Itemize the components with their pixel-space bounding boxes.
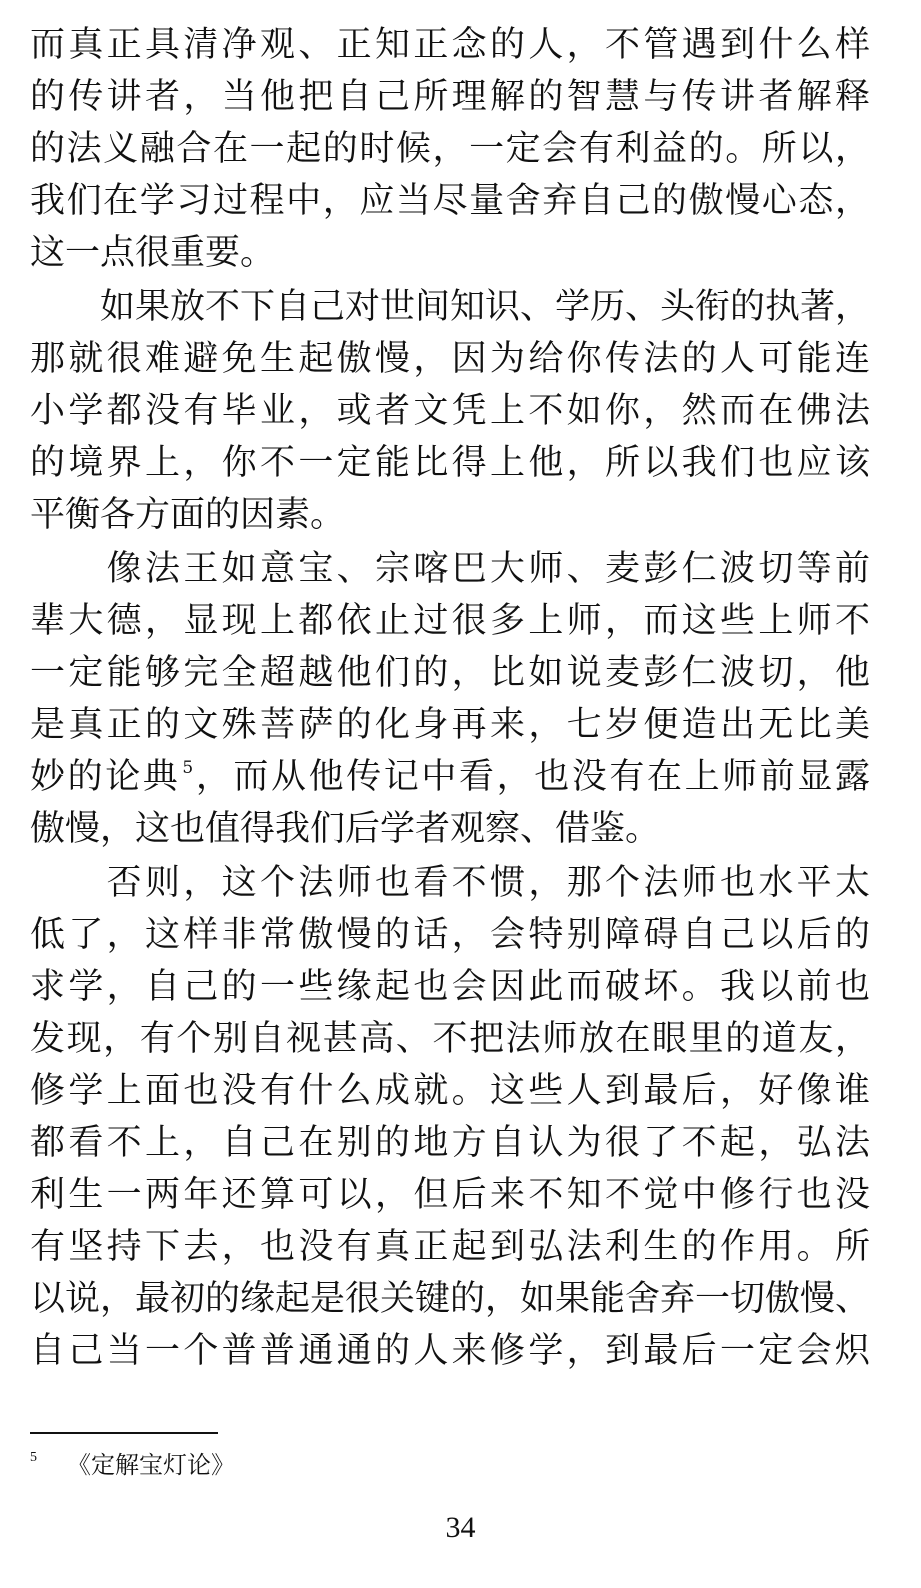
body-line-14: 是真正的文殊菩萨的化身再来，七岁便造出无比美: [30, 705, 870, 745]
body-line-6: 如果放不下自己对世间知识、学历、头衔的执著，: [30, 287, 870, 327]
footnote-divider: [30, 1432, 218, 1434]
footnote-number: 5: [30, 1450, 37, 1465]
body-line-16: 傲慢，这也值得我们后学者观察、借鉴。: [30, 809, 661, 849]
body-line-5: 这一点很重要。: [30, 233, 276, 273]
footnote-text: 《定解宝灯论》: [67, 1453, 235, 1479]
body-line-3: 的法义融合在一起的时候，一定会有利益的。所以，: [30, 129, 870, 169]
body-line-13: 一定能够完全超越他们的，比如说麦彭仁波切，他: [30, 653, 870, 693]
body-line-21: 修学上面也没有什么成就。这些人到最后，好像谁: [30, 1071, 870, 1111]
body-line-25: 以说，最初的缘起是很关键的，如果能舍弃一切傲慢、: [30, 1279, 870, 1319]
body-line-15: [30, 751, 870, 803]
body-line-7: 那就很难避免生起傲慢，因为给你传法的人可能连: [30, 339, 870, 379]
body-line-12: 辈大德，显现上都依止过很多上师，而这些上师不: [30, 601, 870, 641]
body-line-19: 求学，自己的一些缘起也会因此而破坏。我以前也: [30, 967, 870, 1007]
body-line-15-end: ，而从他传记中看，也没有在上师前显露: [193, 757, 870, 797]
body-line-2: 的传讲者，当他把自己所理解的智慧与传讲者解释: [30, 77, 870, 117]
body-line-1: 而真正具清净观、正知正念的人，不管遇到什么样: [30, 25, 870, 65]
body-line-17: 否则，这个法师也看不惯，那个法师也水平太: [30, 863, 870, 903]
body-line-26: 自己当一个普普通通的人来修学，到最后一定会炽: [30, 1331, 870, 1371]
body-line-15-start: 妙的论典: [30, 757, 181, 797]
body-line-4: 我们在学习过程中，应当尽量舍弃自己的傲慢心态，: [30, 181, 870, 221]
body-line-18: 低了，这样非常傲慢的话，会特别障碍自己以后的: [30, 915, 870, 955]
body-line-9: 的境界上，你不一定能比得上他，所以我们也应该: [30, 443, 870, 483]
body-line-22: 都看不上，自己在别的地方自认为很了不起，弘法: [30, 1123, 870, 1163]
body-line-23: 利生一两年还算可以，但后来不知不觉中修行也没: [30, 1175, 870, 1215]
page-number: 34: [445, 1511, 476, 1544]
body-line-8: 小学都没有毕业，或者文凭上不如你，然而在佛法: [30, 391, 870, 431]
footnote-reference: 5: [182, 758, 194, 778]
footnote: [30, 1446, 235, 1486]
body-line-24: 有坚持下去，也没有真正起到弘法利生的作用。所: [30, 1227, 870, 1267]
body-line-20: 发现，有个别自视甚高、不把法师放在眼里的道友，: [30, 1019, 870, 1059]
body-line-11: 像法王如意宝、宗喀巴大师、麦彭仁波切等前: [30, 549, 870, 589]
body-line-10: 平衡各方面的因素。: [30, 495, 346, 535]
